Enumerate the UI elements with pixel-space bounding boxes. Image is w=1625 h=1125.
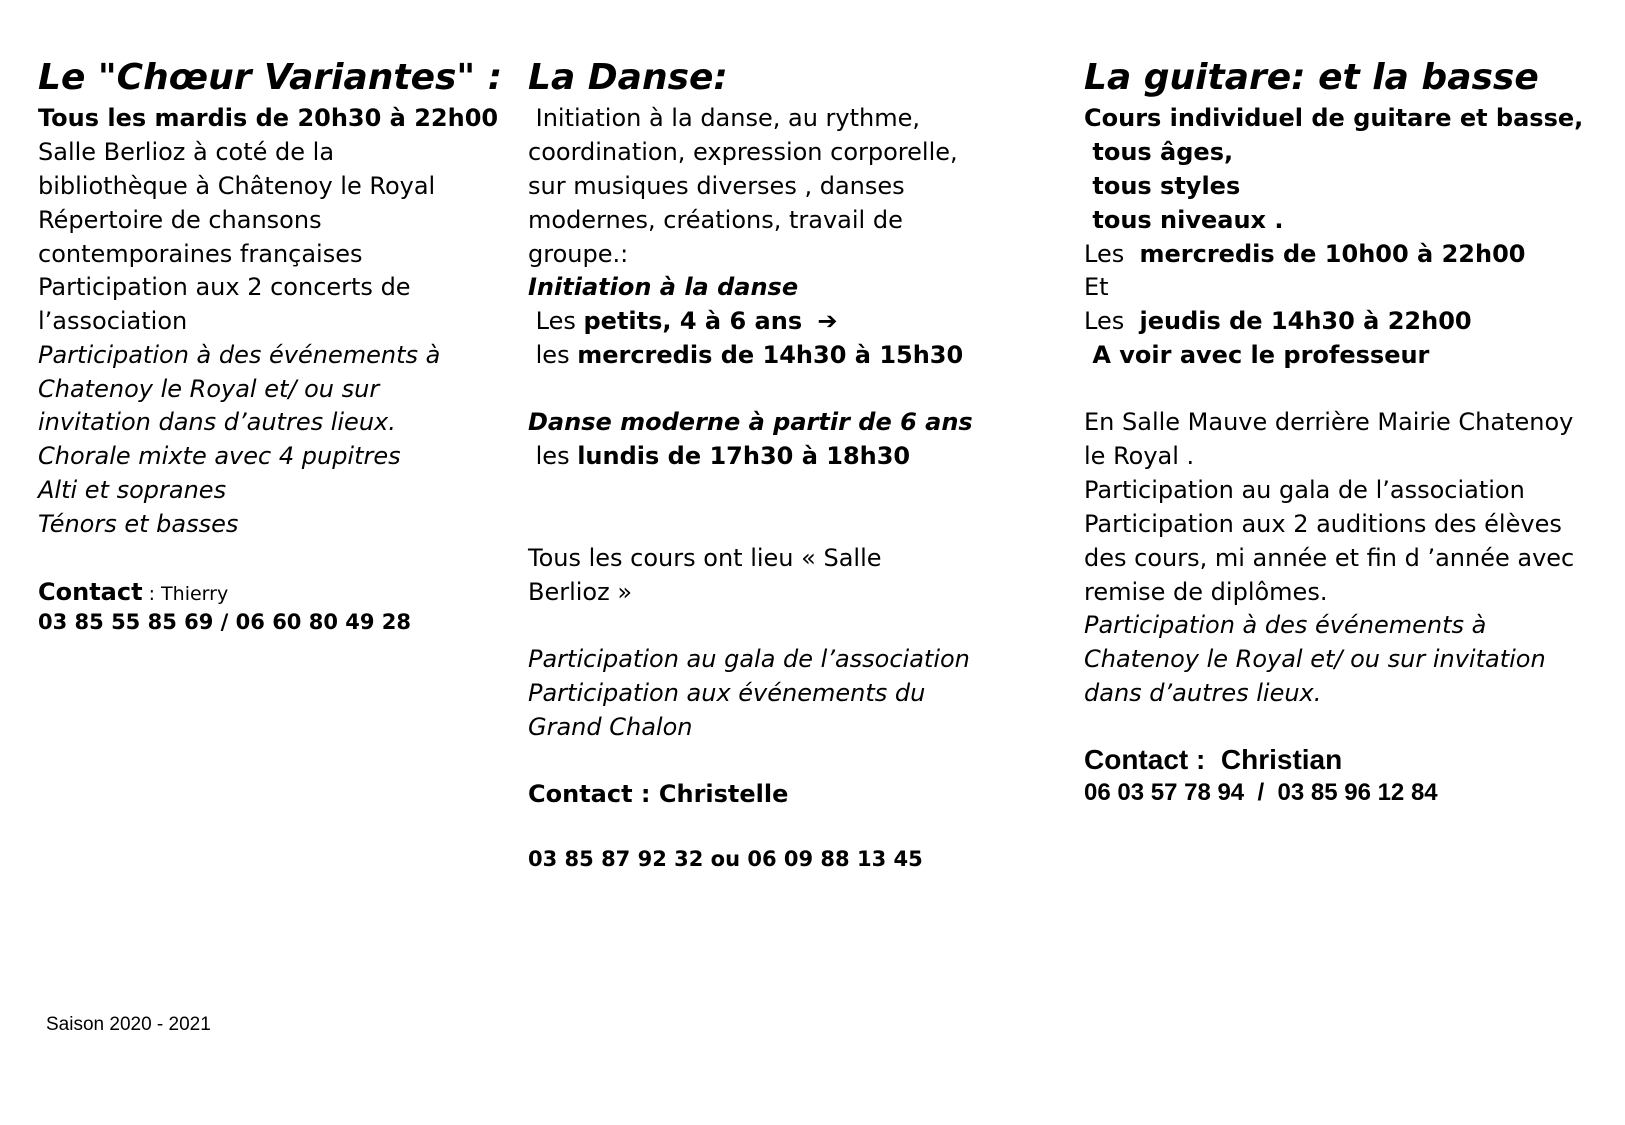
danse-initiation-heading: Initiation à la danse [528, 273, 799, 301]
guitare-professeur: A voir avec le professeur [1084, 341, 1430, 369]
guitare-line: Participation aux 2 auditions des élèves [1084, 510, 1562, 538]
guitare-et: Et [1084, 273, 1109, 301]
guitare-line: Participation au gala de l’association [1084, 476, 1525, 504]
danse-participation-line: Grand Chalon [528, 713, 693, 741]
danse-cours-line: Berlioz » [528, 578, 633, 606]
guitare-italic-line: Participation à des événements à [1084, 611, 1487, 639]
choeur-line: Participation aux 2 concerts de [38, 273, 411, 301]
danse-intro-line: coordination, expression corporelle, [528, 138, 958, 166]
choeur-italic-line: Ténors et basses [38, 510, 239, 538]
danse-moderne-day-time: lundis de 17h30 à 18h30 [577, 442, 911, 470]
danse-moderne-day-pre: les [528, 442, 578, 470]
danse-phone: 03 85 87 92 32 ou 06 09 88 13 45 [528, 847, 923, 871]
danse-intro-line: Initiation à la danse, au rythme, [528, 104, 921, 132]
choeur-line: l’association [38, 307, 188, 335]
danse-petits-pre: Les [528, 307, 584, 335]
choeur-italic-line: Chorale mixte avec 4 pupitres [38, 442, 401, 470]
guitare-line: remise de diplômes. [1084, 578, 1328, 606]
choeur-contact-name: Thierry [161, 583, 229, 605]
guitare-mercredi-pre: Les [1084, 240, 1140, 268]
guitare-bold-line: Cours individuel de guitare et basse, [1084, 104, 1584, 132]
choeur-title: Le "Chœur Variantes" : [38, 57, 503, 98]
guitare-line: des cours, mi année et fin d ’année avec [1084, 544, 1575, 572]
guitare-contact: Contact : Christian [1084, 744, 1343, 775]
guitare-jeudi-time: jeudis de 14h30 à 22h00 [1139, 307, 1472, 335]
guitare-bold-line: tous niveaux . [1084, 206, 1284, 234]
choeur-schedule: Tous les mardis de 20h30 à 22h00 [38, 104, 499, 132]
danse-contact: Contact : Christelle [528, 780, 789, 808]
guitare-mercredi-time: mercredis de 10h00 à 22h00 [1139, 240, 1526, 268]
danse-intro-line: sur musiques diverses , danses [528, 172, 905, 200]
arrow-right-icon: ➔ [817, 307, 838, 335]
guitare-bold-line: tous âges, [1084, 138, 1234, 166]
choeur-line: bibliothèque à Châtenoy le Royal [38, 172, 436, 200]
danse-cours-line: Tous les cours ont lieu « Salle [528, 544, 882, 572]
choeur-italic-line: invitation dans d’autres lieux. [38, 408, 396, 436]
guitare-phone: 06 03 57 78 94 / 03 85 96 12 84 [1084, 779, 1438, 806]
danse-participation-line: Participation au gala de l’association [528, 645, 970, 673]
guitare-jeudi-pre: Les [1084, 307, 1140, 335]
choeur-contact-label: Contact [38, 578, 143, 606]
choeur-italic-line: Participation à des événements à [38, 341, 441, 369]
season-footer: Saison 2020 - 2021 [46, 1014, 211, 1035]
danse-participation-line: Participation aux événements du [528, 679, 926, 707]
danse-petits [528, 304, 837, 339]
danse-petits-age: petits, 4 à 6 ans [583, 307, 803, 335]
danse-moderne-heading: Danse moderne à partir de 6 ans [528, 408, 973, 436]
danse-intro-line: groupe.: [528, 240, 629, 268]
danse-petits-day-time: mercredis de 14h30 à 15h30 [577, 341, 964, 369]
choeur-italic-line: Alti et sopranes [38, 476, 227, 504]
choeur-line: contemporaines françaises [38, 240, 363, 268]
guitare-title: La guitare: et la basse [1084, 57, 1539, 98]
guitare-italic-line: Chatenoy le Royal et/ ou sur invitation [1084, 645, 1546, 673]
danse-title: La Danse: [528, 57, 728, 98]
guitare-line: En Salle Mauve derrière Mairie Chatenoy [1084, 408, 1574, 436]
choeur-line: Salle Berlioz à coté de la [38, 138, 335, 166]
guitare-mercredi [1084, 237, 1525, 272]
danse-moderne-day [528, 439, 910, 474]
choeur-contact-sep: : [142, 583, 162, 605]
guitare-italic-line: dans d’autres lieux. [1084, 679, 1322, 707]
guitare-bold-line: tous styles [1084, 172, 1241, 200]
choeur-italic-line: Chatenoy le Royal et/ ou sur [38, 375, 380, 403]
guitare-line: le Royal . [1084, 442, 1195, 470]
choeur-phone: 03 85 55 85 69 / 06 60 80 49 28 [38, 610, 412, 634]
danse-petits-day [528, 338, 963, 373]
choeur-line: Répertoire de chansons [38, 206, 322, 234]
danse-petits-day-pre: les [528, 341, 578, 369]
danse-intro-line: modernes, créations, travail de [528, 206, 903, 234]
guitare-jeudi [1084, 304, 1472, 339]
